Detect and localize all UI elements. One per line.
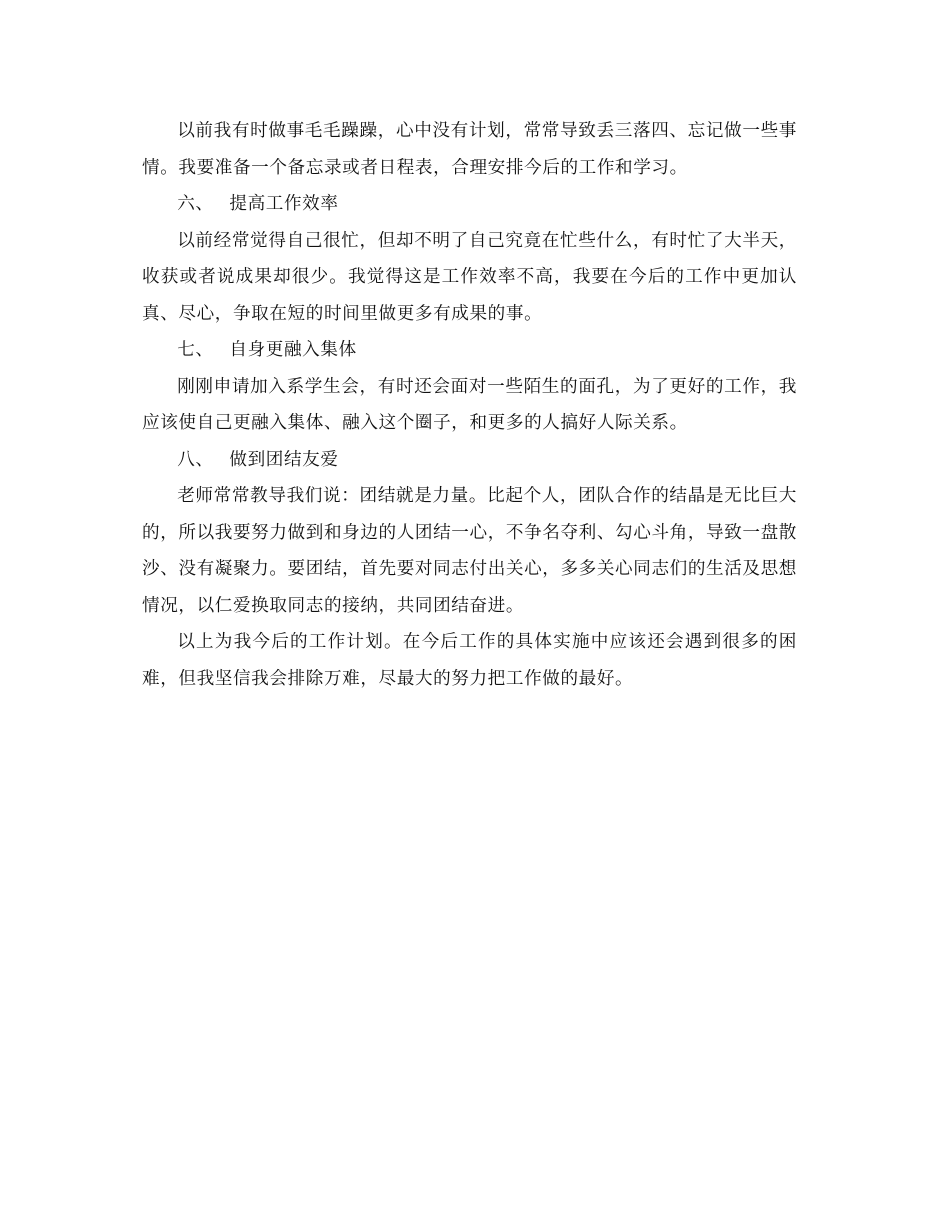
section-title: 提高工作效率 <box>229 194 339 214</box>
paragraph-conclusion: 以上为我今后的工作计划。在今后工作的具体实施中应该还会遇到很多的困难，但我坚信我会排除万难，尽最大的努力把工作做的最好。 <box>142 632 797 689</box>
section-heading-8 <box>142 442 797 479</box>
section-number: 七、 <box>177 340 214 360</box>
section-number: 八、 <box>177 449 214 470</box>
section-heading-7 <box>142 332 797 369</box>
paragraph-collective: 刚刚申请加入系学生会，有时还会面对一些陌生的面孔，为了更好的工作，我应该使自己更融入集体、融入这个圈子，和更多的人搞好人际关系。 <box>142 376 797 433</box>
section-title: 自身更融入集体 <box>229 340 357 360</box>
document-body <box>142 113 797 697</box>
paragraph-efficiency: 以前经常觉得自己很忙，但却不明了自己究竟在忙些什么，有时忙了大半天，收获或者说成果却很少。我觉得这是工作效率不高，我要在今后的工作中更加认真、尽心，争取在短的时间里做更多有成果的事。 <box>142 230 797 324</box>
section-number: 六、 <box>177 194 214 214</box>
section-title: 做到团结友爱 <box>229 449 339 470</box>
paragraph-planning: 以前我有时做事毛毛躁躁，心中没有计划，常常导致丢三落四、忘记做一些事情。我要准备一个备忘录或者日程表，合理安排今后的工作和学习。 <box>142 121 797 178</box>
paragraph-unity: 老师常常教导我们说：团结就是力量。比起个人，团队合作的结晶是无比巨大的，所以我要努力做到和身边的人团结一心，不争名夺利、勾心斗角，导致一盘散沙、没有凝聚力。要团结，首先要对同志付出关心，多多关心同志们的生活及思想情况，以仁爱换取同志的接纳，共同团结奋进。 <box>142 486 797 616</box>
section-heading-6 <box>142 186 797 223</box>
